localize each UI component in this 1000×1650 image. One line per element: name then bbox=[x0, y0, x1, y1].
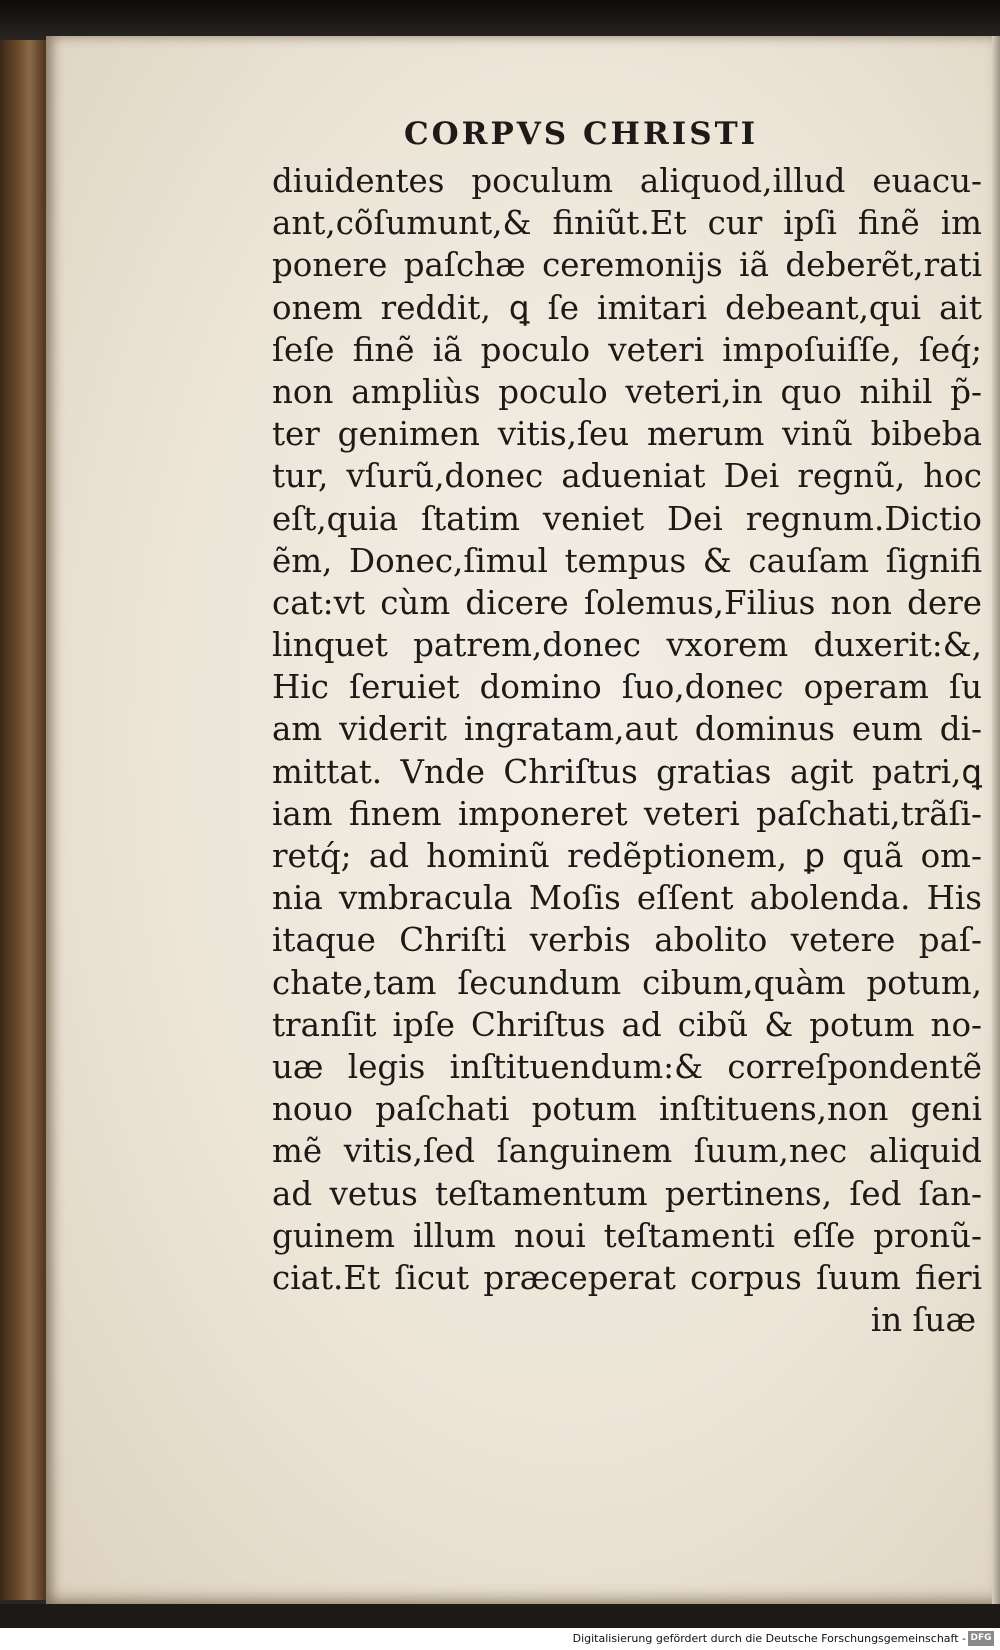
text-line: chate,tam ſecundum cibum,quàm potum, bbox=[272, 963, 982, 1002]
text-line: ẽm, Donec,ſimul tempus & cauſam ſignifi bbox=[272, 541, 982, 580]
catchword: in ſuæ bbox=[870, 1301, 976, 1340]
text-line: diuidentes poculum aliquod,illud euacu- bbox=[272, 162, 982, 200]
digitization-credit: Digitalisierung gefördert durch die Deutsche Forschungsgemeinschaft - bbox=[572, 1632, 966, 1645]
text-line: ter genimen vitis,ſeu merum vinũ bibeba bbox=[272, 415, 982, 454]
text-line: nouo paſchati potum inſtituens,non geni bbox=[272, 1090, 982, 1129]
book-spine bbox=[0, 40, 50, 1600]
text-line: iam finem imponeret veteri paſchati,trãſi- bbox=[272, 794, 982, 833]
running-head: CORPVS CHRISTI bbox=[404, 116, 759, 152]
text-line: retq́; ad hominũ redẽptionem, ꝑ quã om- bbox=[272, 837, 982, 875]
page-right-edge bbox=[992, 36, 1000, 1604]
text-line: ad vetus teſtamentum pertinens, ſed ſan- bbox=[272, 1174, 982, 1213]
text-line: linquet patrem,donec vxorem duxerit:&, bbox=[272, 626, 982, 665]
text-line: mẽ vitis,ſed ſanguinem ſuum,nec aliquid bbox=[272, 1132, 982, 1171]
text-line: ponere paſchæ ceremonijs iã deberẽt,rati bbox=[272, 246, 982, 285]
text-line: tur, vſurũ,donec adueniat Dei regnũ, hoc bbox=[272, 457, 982, 496]
text-line: tranſit ipſe Chriſtus ad cibũ & potum no- bbox=[272, 1005, 982, 1044]
text-line: guinem illum noui teſtamenti eſſe pronũ- bbox=[272, 1216, 982, 1255]
text-line: non ampliùs poculo veteri,in quo nihil p̃- bbox=[272, 372, 982, 411]
text-line: cat:vt cùm dicere ſolemus,Filius non dere bbox=[272, 583, 982, 622]
text-line: ant,cõſumunt,& finiũt.Et cur ipſi finẽ im bbox=[272, 204, 982, 243]
scan-bottom-shadow bbox=[0, 1604, 1000, 1628]
text-line: uæ legis inſtituendum:& correſpondentẽ bbox=[272, 1047, 982, 1086]
text-line: am viderit ingratam,aut dominus eum di- bbox=[272, 710, 982, 749]
text-line: itaque Chriſti verbis abolito vetere paſ- bbox=[272, 921, 982, 960]
text-line: ſeſe finẽ iã poculo veteri impoſuiſſe, ſeq́; bbox=[272, 330, 982, 369]
text-line: onem reddit, ꝗ ſe imitari debeant,qui ait bbox=[272, 288, 982, 327]
text-line: eſt,quia ſtatim veniet Dei regnum.Dictio bbox=[272, 499, 982, 538]
text-line: mittat. Vnde Chriſtus gratias agit patri,ꝗ bbox=[272, 752, 982, 791]
text-line: ciat.Et ſicut præceperat corpus ſuum fieri bbox=[272, 1258, 982, 1297]
text-line: Hic ſeruiet domino ſuo,donec operam ſu bbox=[272, 668, 982, 707]
text-line: nia vmbracula Moſis eſſent abolenda. His bbox=[272, 879, 982, 918]
body-text bbox=[272, 160, 982, 1341]
dfg-logo-icon: DFG bbox=[968, 1631, 994, 1646]
